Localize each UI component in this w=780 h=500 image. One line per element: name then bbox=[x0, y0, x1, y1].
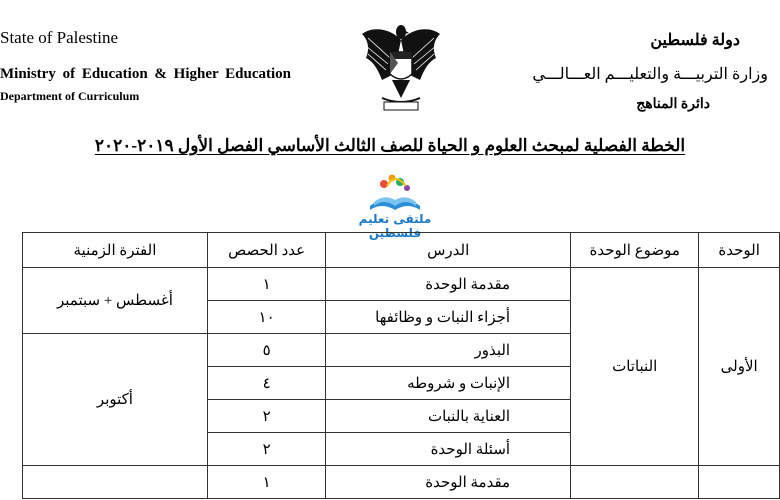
unit-cell: الأولى bbox=[699, 268, 780, 466]
lesson-cell: العناية بالنبات bbox=[326, 400, 571, 433]
state-name-arabic: دولة فلسطين bbox=[650, 32, 740, 49]
period-cell: أغسطس + سبتمبر bbox=[23, 268, 208, 334]
table-header-row bbox=[23, 233, 780, 268]
period-cell: أكتوبر bbox=[23, 334, 208, 466]
unit-cell-empty bbox=[699, 466, 780, 499]
header-topic: موضوع الوحدة bbox=[571, 233, 699, 268]
period-cell-empty bbox=[23, 466, 208, 499]
count-cell: ١٠ bbox=[207, 301, 325, 334]
semester-plan-table bbox=[22, 232, 780, 499]
lesson-cell: الإنبات و شروطه bbox=[326, 367, 571, 400]
book-logo-icon bbox=[340, 166, 450, 214]
count-cell: ١ bbox=[207, 466, 325, 499]
count-cell: ٥ bbox=[207, 334, 325, 367]
department-name-english: Department of Curriculum bbox=[0, 89, 140, 103]
state-name-english: State of Palestine bbox=[0, 28, 119, 47]
count-cell: ٤ bbox=[207, 367, 325, 400]
count-cell: ١ bbox=[207, 268, 325, 301]
lesson-cell: مقدمة الوحدة bbox=[326, 466, 571, 499]
count-cell: ٢ bbox=[207, 400, 325, 433]
watermark-text: ملتقى تعليم فلسطين bbox=[358, 212, 432, 240]
ministry-name-arabic: وزارة التربيـــة والتعليـــم العـــالـــي bbox=[532, 66, 768, 83]
lesson-cell: مقدمة الوحدة bbox=[326, 268, 571, 301]
plan-title bbox=[0, 136, 780, 156]
header-lesson: الدرس bbox=[326, 233, 571, 268]
watermark-logo bbox=[340, 166, 450, 240]
table-row bbox=[23, 466, 780, 499]
lesson-cell: البذور bbox=[326, 334, 571, 367]
lesson-cell: أسئلة الوحدة bbox=[326, 433, 571, 466]
topic-cell-empty bbox=[571, 466, 699, 499]
plan-title-text: الخطة الفصلية لمبحث العلوم و الحياة للصف الثالث الأساسي الفصل الأول ٢٠١٩-٢٠٢٠ bbox=[94, 136, 686, 155]
lesson-cell: أجزاء النبات و وظائفها bbox=[326, 301, 571, 334]
count-cell: ٢ bbox=[207, 433, 325, 466]
department-name-arabic: دائرة المناهج bbox=[636, 97, 710, 112]
ministry-name-english: Ministry of Education & Higher Education bbox=[0, 66, 291, 82]
header-period: الفترة الزمنية bbox=[23, 233, 208, 268]
header-unit: الوحدة bbox=[699, 233, 780, 268]
table-row bbox=[23, 268, 780, 301]
header-count: عدد الحصص bbox=[207, 233, 325, 268]
palestine-eagle-emblem bbox=[360, 18, 442, 118]
topic-cell: النباتات bbox=[571, 268, 699, 466]
